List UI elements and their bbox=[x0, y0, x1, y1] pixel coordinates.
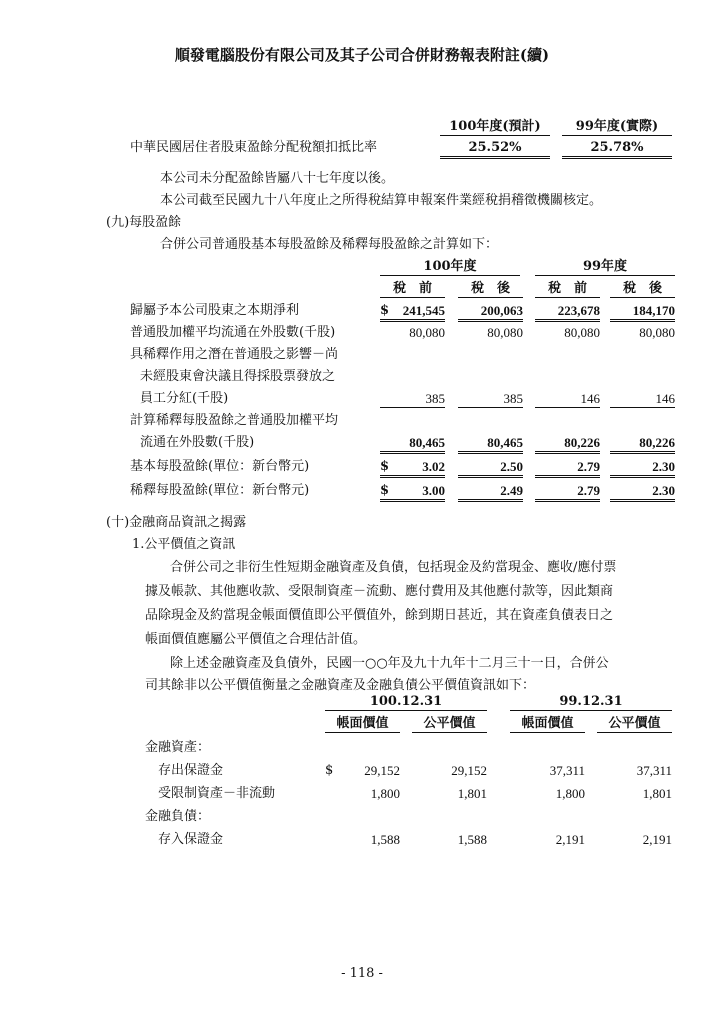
fin-row-label: 受限制資產－非流動 bbox=[158, 786, 276, 801]
eps-cell: 241,545 bbox=[380, 303, 445, 322]
eps-cell: 223,678 bbox=[535, 303, 600, 322]
eps-intro: 合併公司普通股基本每股盈餘及稀釋每股盈餘之計算如下： bbox=[160, 237, 499, 252]
eps-year2: 99年度 bbox=[535, 259, 675, 276]
fin-date-2: 99.12.31 bbox=[510, 694, 672, 711]
fin-col-header: 公平價值 bbox=[597, 716, 672, 733]
fin-cell: 1,800 bbox=[370, 786, 400, 801]
tax-col1-value: 25.52% bbox=[440, 140, 550, 159]
eps-row-label: 計算稀釋每股盈餘之普通股加權平均 bbox=[130, 413, 339, 428]
page-number: - 118 - bbox=[341, 966, 383, 981]
fin-cell: 1,588 bbox=[370, 832, 400, 847]
eps-cell: 200,063 bbox=[458, 303, 523, 322]
fin-paragraph-line: 品除現金及約當現金帳面價值即公平價值外，餘到期日甚近，其在資產負債表日之 bbox=[145, 608, 614, 623]
eps-cell: 80,465 bbox=[458, 435, 523, 454]
fin-paragraph-line: 除上述金融資產及負債外，民國一○○年及九十九年十二月三十一日，合併公 bbox=[170, 656, 609, 671]
fin-col-header: 帳面價值 bbox=[510, 716, 585, 733]
fin-paragraph-line: 司其餘非以公平價值衡量之金融資產及金融負債公平價值資訊如下： bbox=[145, 678, 536, 693]
eps-cell: 146 bbox=[610, 391, 675, 408]
eps-cell: 2.30 bbox=[610, 483, 675, 502]
eps-row-label: 基本每股盈餘(單位：新台幣元) bbox=[130, 459, 310, 474]
eps-cell: 80,465 bbox=[380, 435, 445, 454]
eps-cell: 80,080 bbox=[409, 325, 445, 340]
tax-note-1: 本公司未分配盈餘皆屬八十七年度以後。 bbox=[160, 171, 395, 186]
eps-cell: 80,080 bbox=[639, 325, 675, 340]
tax-col2-header: 99年度(實際) bbox=[562, 119, 672, 136]
eps-cell: 80,226 bbox=[535, 435, 600, 454]
page-title: 順發電腦股份有限公司及其子公司合併財務報表附註(續) bbox=[174, 46, 550, 64]
fin-paragraph-line: 據及帳款、其他應收款、受限制資產－流動、應付費用及其他應付款等，因此類商 bbox=[145, 584, 614, 599]
eps-cell: 385 bbox=[380, 391, 445, 408]
fin-col-header: 公平價值 bbox=[412, 716, 487, 733]
eps-col-header: 稅 前 bbox=[535, 281, 600, 298]
eps-cell: 80,080 bbox=[487, 325, 523, 340]
fin-date-1: 100.12.31 bbox=[325, 694, 487, 711]
currency-symbol: $ bbox=[325, 763, 334, 778]
eps-cell: 146 bbox=[535, 391, 600, 408]
eps-row-label: 具稀釋作用之潛在普通股之影響－尚 bbox=[130, 347, 339, 362]
eps-row-label: 歸屬予本公司股東之本期淨利 bbox=[130, 303, 300, 318]
eps-row-label: 員工分紅(千股) bbox=[140, 391, 229, 406]
eps-col-header: 稅 後 bbox=[610, 281, 675, 298]
fin-paragraph-line: 合併公司之非衍生性短期金融資產及負債，包括現金及約當現金、應收/應付票 bbox=[170, 560, 617, 575]
fin-row-label: 存入保證金 bbox=[158, 832, 224, 847]
eps-cell: 3.00 bbox=[380, 483, 445, 502]
currency-symbol: $ bbox=[380, 483, 390, 498]
fin-cell: 37,311 bbox=[549, 763, 585, 778]
eps-cell: 2.79 bbox=[535, 459, 600, 478]
fin-row-label: 存出保證金 bbox=[158, 763, 224, 778]
tax-note-2: 本公司截至民國九十八年度止之所得稅結算申報案件業經稅捐稽徵機關核定。 bbox=[160, 193, 603, 208]
fin-cell: 2,191 bbox=[642, 832, 672, 847]
tax-ratio-label: 中華民國居住者股東盈餘分配稅額扣抵比率 bbox=[130, 140, 378, 155]
fin-cell: 1,800 bbox=[555, 786, 585, 801]
fin-heading: (十)金融商品資訊之揭露 bbox=[106, 515, 247, 530]
fin-cell: 29,152 bbox=[364, 763, 400, 778]
fin-subheading: 1.公平價值之資訊 bbox=[132, 537, 236, 552]
fin-cell: 2,191 bbox=[555, 832, 585, 847]
fin-cell: 37,311 bbox=[636, 763, 672, 778]
eps-cell: 80,080 bbox=[564, 325, 600, 340]
currency-symbol: $ bbox=[380, 459, 390, 474]
eps-heading: (九)每股盈餘 bbox=[106, 215, 182, 230]
fin-paragraph-line: 帳面價值應屬公平價值之合理估計值。 bbox=[145, 632, 367, 647]
eps-cell: 3.02 bbox=[380, 459, 445, 478]
fin-cell: 1,588 bbox=[457, 832, 487, 847]
eps-cell: 2.79 bbox=[535, 483, 600, 502]
fin-liabilities-label: 金融負債： bbox=[145, 809, 211, 824]
eps-row-label: 普通股加權平均流通在外股數(千股) bbox=[130, 325, 336, 340]
eps-cell: 2.50 bbox=[458, 459, 523, 478]
eps-cell: 2.30 bbox=[610, 459, 675, 478]
tax-col1-header: 100年度(預計) bbox=[440, 119, 550, 136]
eps-cell: 184,170 bbox=[610, 303, 675, 322]
fin-cell: 29,152 bbox=[451, 763, 487, 778]
eps-col-header: 稅 後 bbox=[458, 281, 523, 298]
fin-col-header: 帳面價值 bbox=[325, 716, 400, 733]
eps-year1: 100年度 bbox=[380, 259, 520, 276]
eps-cell: 80,226 bbox=[610, 435, 675, 454]
currency-symbol: $ bbox=[380, 303, 390, 318]
fin-cell: 1,801 bbox=[457, 786, 487, 801]
eps-row-label: 流通在外股數(千股) bbox=[140, 435, 255, 450]
eps-col-header: 稅 前 bbox=[380, 281, 445, 298]
eps-cell: 385 bbox=[458, 391, 523, 408]
fin-cell: 1,801 bbox=[642, 786, 672, 801]
eps-row-label: 未經股東會決議且得採股票發放之 bbox=[140, 369, 336, 384]
eps-cell: 2.49 bbox=[458, 483, 523, 502]
tax-col2-value: 25.78% bbox=[562, 140, 672, 159]
eps-row-label: 稀釋每股盈餘(單位：新台幣元) bbox=[130, 483, 310, 498]
fin-assets-label: 金融資產： bbox=[145, 740, 211, 755]
